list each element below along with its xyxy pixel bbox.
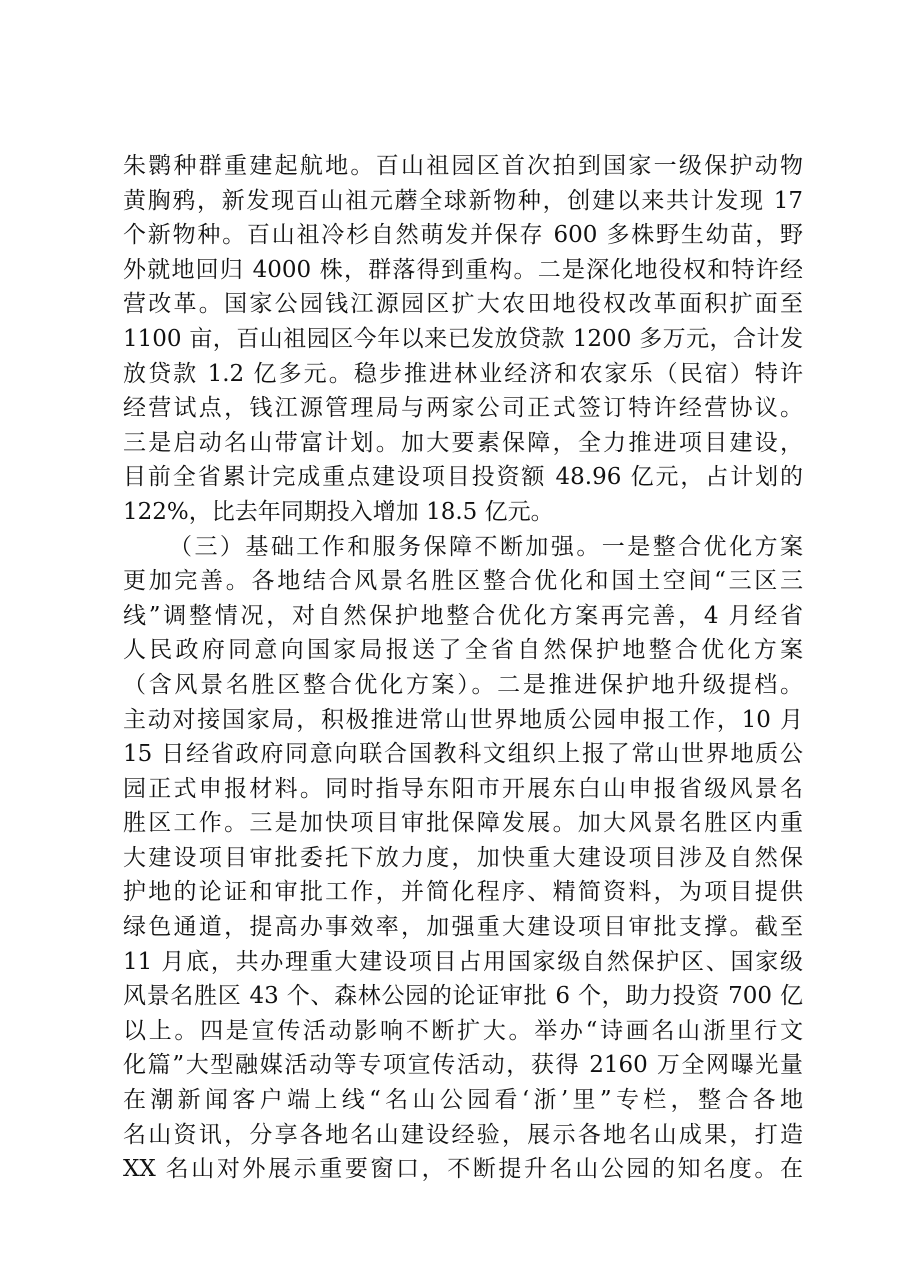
text-line: 化篇”大型融媒活动等专项宣传活动，获得 2160 万全网曝光量 [123,1052,803,1079]
body-text [123,149,803,1187]
text-line: 营改革。国家公园钱江源园区扩大农田地役权改革面积扩面至 [123,291,803,318]
text-line: 11 月底，共办理重大建设项目占用国家级自然保护区、国家级 [123,948,803,975]
text-line: 风景名胜区 43 个、森林公园的论证审批 6 个，助力投资 700 亿 [123,983,803,1010]
text-line: 在潮新闻客户端上线“名山公园看‘浙’里”专栏，整合各地 [123,1087,803,1114]
text-line: 朱鹮种群重建起航地。百山祖园区首次拍到国家一级保护动物 [123,153,803,179]
text-line: 线”调整情况，对自然保护地整合优化方案再完善，4 月经省 [123,602,803,629]
text-line: 个新物种。百山祖冷杉自然萌发并保存 600 多株野生幼苗，野 [123,222,803,249]
text-line: 护地的论证和审批工作，并简化程序、精简资料，为项目提供 [123,879,803,906]
text-line: 122%，比去年同期投入增加 18.5 亿元。 [123,498,554,525]
text-line: 1100 亩，百山祖园区今年以来已发放贷款 1200 多万元，合计发 [123,325,803,352]
text-line: （含风景名胜区整合优化方案）。二是推进保护地升级提档。 [123,671,803,698]
text-line: 黄胸鸦，新发现百山祖元蘑全球新物种，创建以来共计发现 17 [123,187,803,214]
text-line: 外就地回归 4000 株，群落得到重构。二是深化地役权和特许经 [123,256,803,283]
text-line: 经营试点，钱江源管理局与两家公司正式签订特许经营协议。 [123,395,803,422]
text-line: 胜区工作。三是加快项目审批保障发展。加大风景名胜区内重 [123,810,803,837]
text-line: 主动对接国家局，积极推进常山世界地质公园申报工作，10 月 [123,706,803,733]
text-line: 大建设项目审批委托下放力度，加快重大建设项目涉及自然保 [123,844,803,871]
text-line: XX 名山对外展示重要窗口，不断提升名山公园的知名度。在 [123,1156,803,1183]
text-line: 15 日经省政府同意向联合国教科文组织上报了常山世界地质公 [123,741,803,768]
text-line: 以上。四是宣传活动影响不断扩大。举办“诗画名山浙里行文 [123,1017,803,1044]
section-heading-line: （三）基础工作和服务保障不断加强。一是整合优化方案 [169,533,803,560]
text-line: 更加完善。各地结合风景名胜区整合优化和国土空间“三区三 [123,568,803,595]
text-line: 人民政府同意向国家局报送了全省自然保护地整合优化方案 [123,637,803,664]
text-line: 三是启动名山带富计划。加大要素保障，全力推进项目建设， [123,429,803,456]
text-line: 目前全省累计完成重点建设项目投资额 48.96 亿元，占计划的 [123,464,803,491]
text-line: 名山资讯，分享各地名山建设经验，展示各地名山成果，打造 [123,1121,803,1148]
text-line: 绿色通道，提高办事效率，加强重大建设项目审批支撑。截至 [123,914,803,941]
text-line: 园正式申报材料。同时指导东阳市开展东白山申报省级风景名 [123,775,803,802]
text-line: 放贷款 1.2 亿多元。稳步推进林业经济和农家乐（民宿）特许 [123,360,803,387]
